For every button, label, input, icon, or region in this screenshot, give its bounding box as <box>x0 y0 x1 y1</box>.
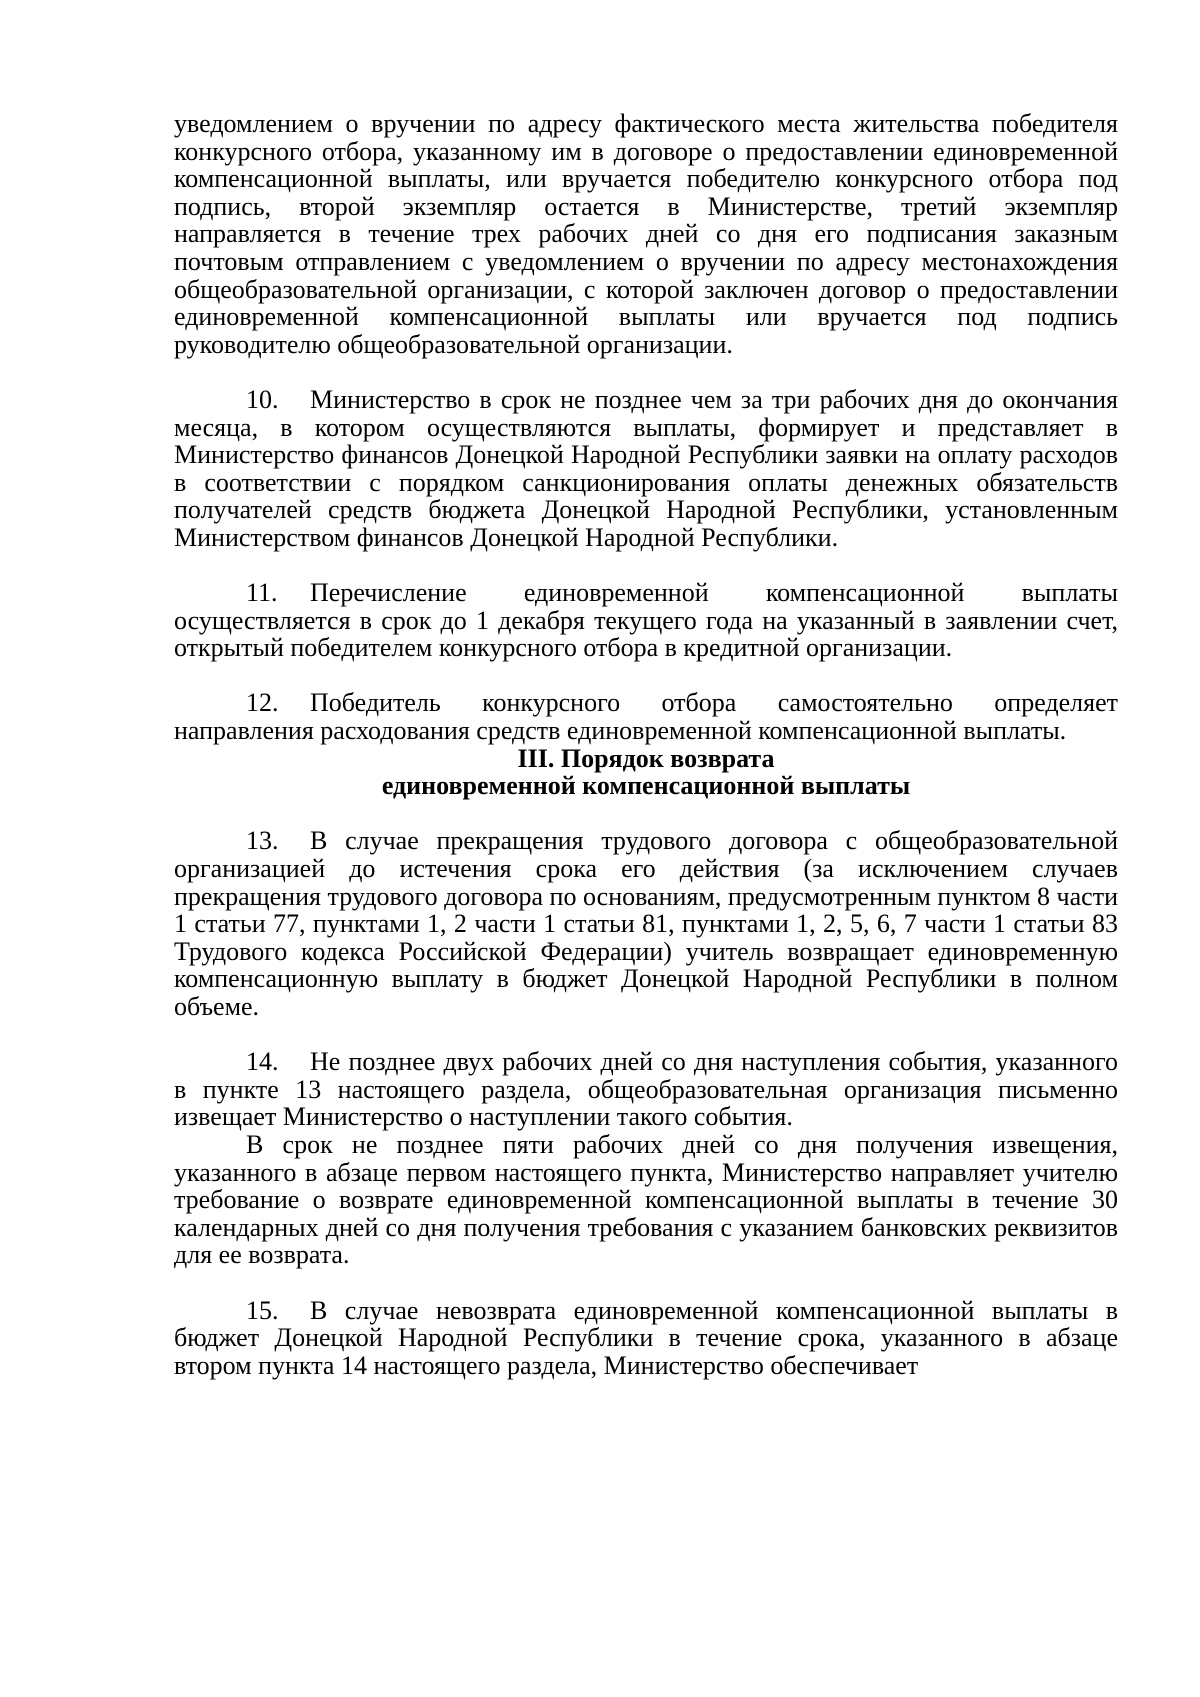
paragraph-gap <box>174 552 1118 580</box>
paragraph-item-11 <box>174 579 1118 662</box>
paragraph-item-14 <box>174 1048 1118 1131</box>
item-text: Министерство в срок не позднее чем за три рабочих дня до окончания месяца, в котором осуществляются выплаты, формирует и представляет в Министерство финансов Донецкой Народной Республики заявки на оплату расходов в соответствии с порядком санкционирования оплаты денежных обязательств получателей средств бюджета Донецкой Народной Республики, установленным Министерством финансов Донецкой Народной Республики. <box>174 384 1118 552</box>
paragraph-gap <box>174 1021 1118 1049</box>
item-number: 14. <box>246 1047 279 1077</box>
document-body <box>174 110 1118 1379</box>
item-number: 11. <box>246 578 278 608</box>
item-text: В случае невозврата единовременной компенсационной выплаты в бюджет Донецкой Народной Республики в течение срока, указанного в абзаце втором пункта 14 настоящего раздела, Министерство обеспечивает <box>174 1295 1118 1380</box>
section-heading-line1: III. Порядок возврата <box>517 743 775 773</box>
item-number: 15. <box>246 1295 279 1325</box>
paragraph-item-13 <box>174 827 1118 1020</box>
paragraph-item-14-second: В срок не позднее пяти рабочих дней со дня получения извещения, указанного в абзаце первом настоящего пункта, Министерство направляет учителю требование о возврате единовременной компенсационной выплаты в течение 30 календарных дней со дня получения требования с указанием банковских реквизитов для ее возврата. <box>174 1129 1118 1270</box>
paragraph-continuation: уведомлением о вручении по адресу фактического места жительства победителя конкурсного отбора, указанному им в договоре о предоставлении единовременной компенсационной выплаты, или вручается победителю конкурсного отбора под подпись, второй экземпляр остается в Министерстве, третий экземпляр направляется в течение трех рабочих дней со дня его подписания заказным почтовым отправлением с уведомлением о вручении по адресу местонахождения общеобразовательной организации, с которой заключен договор о предоставлении единовременной компенсационной выплаты или вручается под подпись руководителю общеобразовательной организации. <box>174 109 1118 359</box>
item-text: Победитель конкурсного отбора самостоятельно определяет направления расходования средств единовременной компенсационной выплаты. <box>174 688 1118 746</box>
item-number: 13. <box>246 826 279 856</box>
item-number: 10. <box>246 384 279 414</box>
item-text: Перечисление единовременной компенсационной выплаты осуществляется в срок до 1 декабря текущего года на указанный в заявлении счет, открытый победителем конкурсного отбора в кредитной организации. <box>174 578 1118 663</box>
paragraph-gap <box>174 1269 1118 1297</box>
paragraph-item-10 <box>174 386 1118 552</box>
paragraph-gap <box>174 800 1118 828</box>
item-text: Не позднее двух рабочих дней со дня наступления события, указанного в пункте 13 настоящего раздела, общеобразовательная организация письменно извещает Министерство о наступлении такого события. <box>174 1047 1118 1132</box>
item-text: В случае прекращения трудового договора с общеобразовательной организацией до истечения срока его действия (за исключением случаев прекращения трудового договора по основаниям, предусмотренным пунктом 8 части 1 статьи 77, пунктами 1, 2 части 1 статьи 81, пунктами 1, 2, 5, 6, 7 части 1 статьи 83 Трудового кодекса Российской Федерации) учитель возвращает единовременную компенсационную выплату в бюджет Донецкой Народной Республики в полном объеме. <box>174 826 1118 1021</box>
paragraph-gap <box>174 662 1118 690</box>
paragraph-gap <box>174 358 1118 386</box>
paragraph-item-15 <box>174 1297 1118 1380</box>
paragraph-item-12 <box>174 689 1118 744</box>
item-number: 12. <box>246 688 279 718</box>
section-heading-line2: единовременной компенсационной выплаты <box>381 771 911 801</box>
